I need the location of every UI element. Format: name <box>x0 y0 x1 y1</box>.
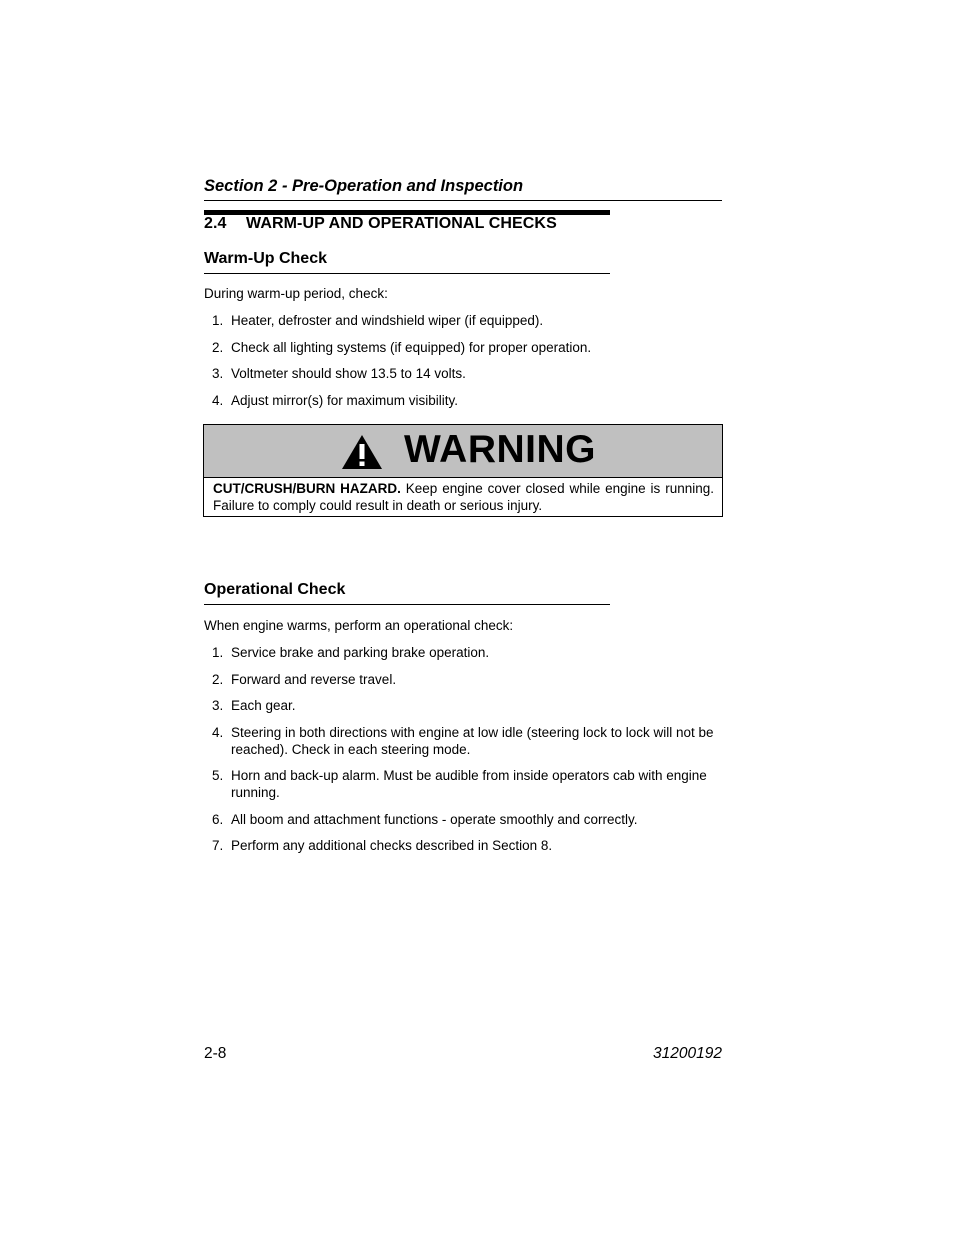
warning-triangle-icon <box>341 434 383 470</box>
warmup-intro: During warm-up period, check: <box>204 286 388 301</box>
operational-heading: Operational Check <box>204 581 610 605</box>
section-title <box>204 215 557 233</box>
list-item: 4. Adjust mirror(s) for maximum visibility. <box>212 393 459 408</box>
list-item: 5. Horn and back-up alarm. Must be audible from inside operators cab with engine running. <box>212 768 707 800</box>
warning-title: WARNING <box>404 428 596 471</box>
list-item: 4. Steering in both directions with engine at low idle (steering lock to lock will not be reached). Check in each steering mode. <box>212 725 714 757</box>
list-item: 2. Check all lighting systems (if equipped) for proper operation. <box>212 340 592 355</box>
warning-message <box>204 478 722 514</box>
section-number: 2.4 <box>204 215 227 232</box>
hazard-label: CUT/CRUSH/BURN HAZARD. <box>213 481 401 496</box>
document-number: 31200192 <box>653 1045 722 1062</box>
list-item: 7. Perform any additional checks described in Section 8. <box>212 838 553 853</box>
list-item: 3. Each gear. <box>212 698 296 713</box>
operational-intro: When engine warms, perform an operational check: <box>204 618 514 633</box>
list-item: 6. All boom and attachment functions - operate smoothly and correctly. <box>212 812 638 827</box>
warning-box <box>203 424 723 517</box>
list-item: 3. Voltmeter should show 13.5 to 14 volts. <box>212 366 466 381</box>
list-item: 2. Forward and reverse travel. <box>212 672 397 687</box>
warmup-heading: Warm-Up Check <box>204 250 610 274</box>
list-item: 1. Heater, defroster and windshield wiper (if equipped). <box>212 313 544 328</box>
section-header: Section 2 - Pre-Operation and Inspection <box>204 177 722 201</box>
page-number: 2-8 <box>204 1045 227 1062</box>
section-title-text: WARM-UP AND OPERATIONAL CHECKS <box>246 215 557 232</box>
warning-banner <box>204 425 722 478</box>
list-item: 1. Service brake and parking brake operation. <box>212 645 490 660</box>
warning-body: Keep engine cover closed while engine is running. Failure to comply could result in death or serious injury. <box>213 481 714 513</box>
